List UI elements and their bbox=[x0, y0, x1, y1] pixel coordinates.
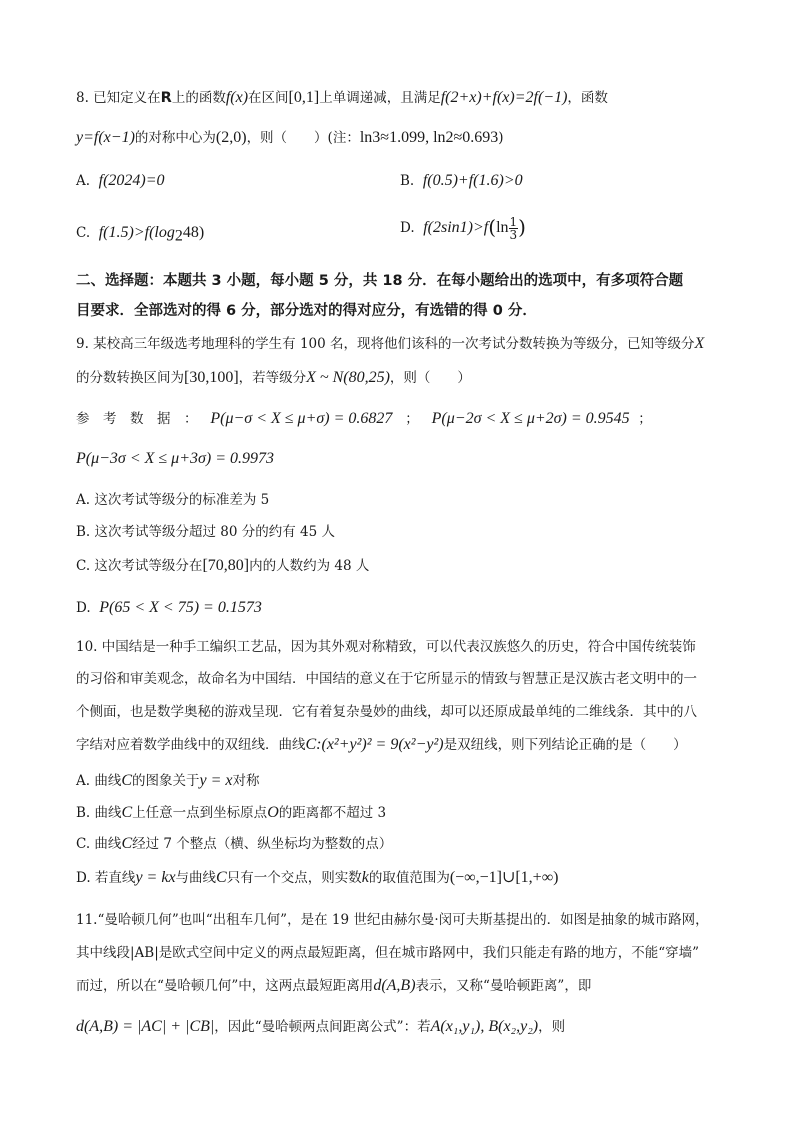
q11-stem-line1: 11.“曼哈顿几何”也叫“出租车几何”，是在 19 世纪由赫尔曼·闵可夫斯基提出的．如图是抽象的城市路网， bbox=[76, 912, 709, 928]
q9-reference-p3: P(μ−3σ < X ≤ μ+3σ) = 0.9973 bbox=[76, 450, 275, 467]
q10-stem-line4: 字结对应着数学曲线中的双纽线．曲线C:(x²+y²)² = 9(x²−y²)是双纽线，则下列结论正确的是（ ） bbox=[76, 736, 687, 753]
q8-stem-line1: 8. 已知定义在R上的函数f(x)在区间[0,1]上单调递减，且满足f(2+x)+f(x)=2f(−1)，函数 bbox=[76, 89, 608, 106]
q9-stem-line2: 的分数转换区间为[30,100]，若等级分X ~ N(80,25)，则（ ） bbox=[76, 369, 471, 386]
q9-option-c: C. 这次考试等级分在[70,80]内的人数约为 48 人 bbox=[76, 557, 370, 574]
section2-heading-line2: 目要求．全部选对的得 6 分，部分选对的得对应分，有选错的得 0 分． bbox=[76, 303, 537, 319]
q9-reference-data: 参 考 数 据 ： P(μ−σ < X ≤ μ+σ) = 0.6827 ； P(μ−2σ < X ≤ μ+2σ) = 0.9545 ； bbox=[76, 410, 652, 427]
q8-option-b: B. f(0.5)+f(1.6)>0 bbox=[400, 172, 523, 189]
q11-stem-line2: 其中线段|AB|是欧式空间中定义的两点最短距离，但在城市路网中，我们只能走有路的地方，不能“穿墙” bbox=[76, 945, 700, 961]
q9-stem-line1: 9. 某校高三年级选考地理科的学生有 100 名，现将他们该科的一次考试分数转换为等级分，已知等级分X bbox=[76, 335, 705, 352]
q8-note: ln3≈1.099, ln2≈0.693 bbox=[359, 129, 499, 146]
section2-heading-line1: 二、选择题：本题共 3 小题，每小题 5 分，共 18 分．在每小题给出的选项中，有多项符合题 bbox=[76, 273, 684, 289]
q10-option-c: C. 曲线C经过 7 个整点（横、纵坐标均为整数的点） bbox=[76, 835, 393, 852]
q9-option-b: B. 这次考试等级分超过 80 分的约有 45 人 bbox=[76, 524, 336, 540]
q8-option-a: A. f(2024)=0 bbox=[76, 172, 165, 189]
q10-stem-line1: 10. 中国结是一种手工编织工艺品，因为其外观对称精致，可以代表汉族悠久的历史，符合中国传统装饰 bbox=[76, 639, 696, 655]
q10-stem-line2: 的习俗和审美观念，故命名为中国结．中国结的意义在于它所显示的情致与智慧正是汉族古老文明中的一 bbox=[76, 671, 697, 687]
q10-stem-line3: 个侧面，也是数学奥秘的游戏呈现．它有着复杂曼妙的曲线，却可以还原成最单纯的二维线条．其中的八 bbox=[76, 704, 697, 720]
q10-option-a: A. 曲线C的图象关于y = x对称 bbox=[76, 772, 260, 789]
q10-option-b: B. 曲线C上任意一点到坐标原点O的距离都不超过 3 bbox=[76, 804, 387, 821]
real-set-symbol: R bbox=[160, 90, 172, 106]
q8-condition: f(2+x)+f(x)=2f(−1) bbox=[440, 89, 568, 106]
q11-stem-line3: 而过，所以在“曼哈顿几何”中，这两点最短距离用d(A,B)表示，又称“曼哈顿距离”，即 bbox=[76, 977, 592, 994]
q11-stem-line4: d(A,B) = |AC| + |CB|，因此“曼哈顿两点间距离公式”：若A(x₁,y₁), B(x₂,y₂)，则 bbox=[76, 1018, 566, 1035]
fraction-one-third: $\frac{1}{3}$ bbox=[509, 215, 518, 242]
q8-option-c: C. $f(1.5)>f(\log_248)$ bbox=[76, 224, 205, 245]
q10-option-d: D. 若直线y = kx与曲线C只有一个交点，则实数k的取值范围为(−∞,−1]∪[1,+∞) bbox=[76, 869, 559, 886]
q9-option-a: A. 这次考试等级分的标准差为 5 bbox=[76, 492, 270, 508]
lemniscate-equation: C:(x²+y²)² = 9(x²−y²) bbox=[305, 736, 444, 753]
q9-option-d: D. P(65 < X < 75) = 0.1573 bbox=[76, 599, 262, 616]
q8-option-d: D. f(2sin1)>f(ln $\frac{1}{3}$ ) bbox=[400, 215, 526, 242]
q8-stem-line2: y=f(x−1)的对称中心为(2,0)，则（ ）(注：ln3≈1.099, ln2≈0.693) bbox=[76, 129, 504, 146]
